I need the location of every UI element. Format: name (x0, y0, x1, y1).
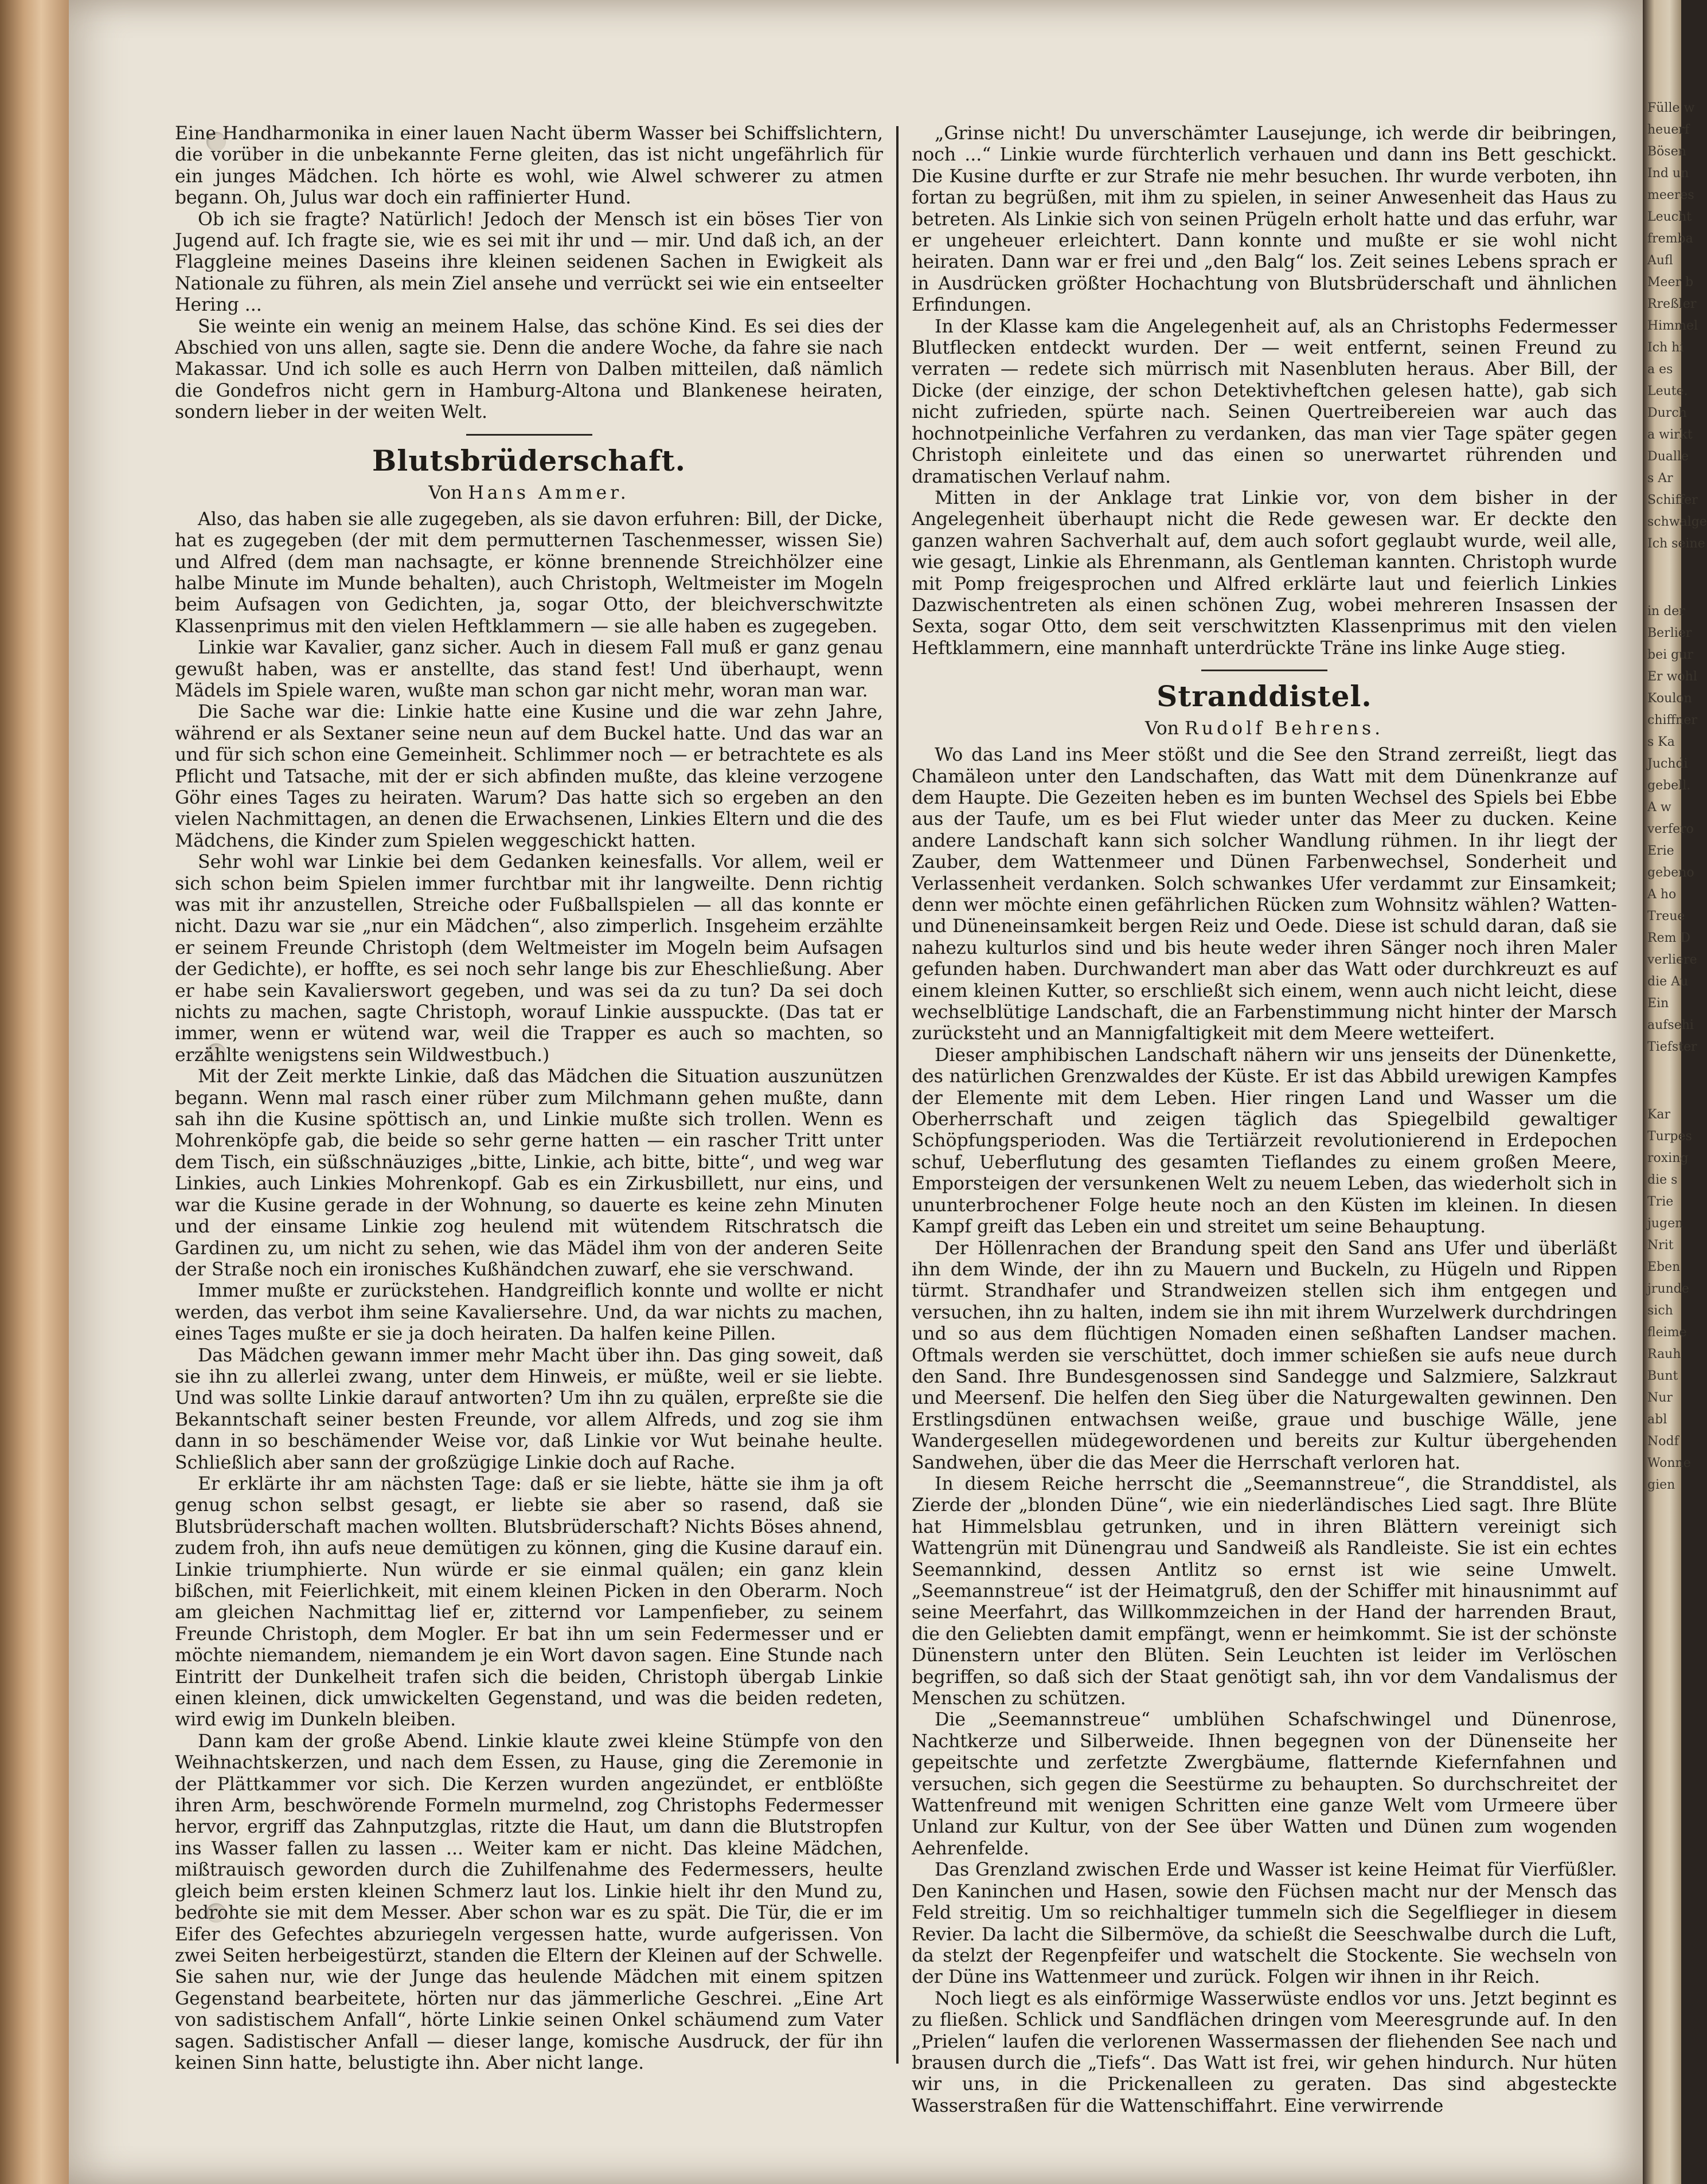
edge-text-fragment: Dualle (1647, 449, 1689, 464)
next-page-edge (1643, 0, 1707, 2184)
edge-text-fragment: Ich seine (1647, 537, 1705, 551)
story-paragraph: Dann kam der große Abend. Linkie klaute zwei kleine Stümpfe von den Weihnachtskerzen, und nach dem Essen, zu Hause, ging die Zeremonie in der Plättkammer vor sich. Die Kerzen wurden angezündet, er entblößte ihren Arm, beschwörende Formeln murmelnd, zog Christophs Federmesser hervor, ergriff das Zahnputzglas, ritzte die Haut, um dann die Blutstropfen ins Wasser fallen zu lassen ... Weiter kam er nicht. Das kleine Mädchen, mißtrauisch geworden durch die Zuhilfenahme des Federmessers, heulte gleich beim ersten kleinen Schmerz laut los. Linkie hielt ihr den Mund zu, bedrohte sie mit dem Messer. Aber schon war es zu spät. Die Tür, die er im Eifer des Gefechtes abzuriegeln vergessen hatte, wurde aufgerissen. Von zwei Seiten herbeigestürzt, standen die Eltern der Kleinen auf der Schwelle. Sie sahen nur, wie der Junge das heulende Mädchen mit einem spitzen Gegenstand bearbeitete, hörten nur das jämmerliche Geschrei. „Eine Art von sadistischem Anfall“, hörte Linkie seinen Onkel schäumend zum Vater sagen. Sadistischer Anfall — dieser lange, komische Ausdruck, der für ihn keinen Sinn hatte, belustigte ihn. Aber nicht lange. (175, 1731, 883, 2073)
edge-text-fragment: aufsehi (1647, 1018, 1694, 1032)
intro-paragraph: Sie weinte ein wenig an meinem Halse, das schöne Kind. Es sei dies der Abschied von uns allen, sagte sie. Denn die andere Woche, da fahre sie nach Makassar. Und ich solle es auch Herrn von Dalben mitteilen, daß nämlich die Gondefros nicht gern in Hamburg-Altona und Blankenese heiraten, sondern lieber in der weiten Welt. (175, 316, 883, 423)
story-paragraph: Mit der Zeit merkte Linkie, daß das Mädchen die Situation auszunützen begann. Wenn mal rasch einer rüber zum Milchmann gehen mußte, dann sah ihn die Kusine spöttisch an, und Linkie mußte sich trollen. Wenn es Mohrenköpfe gab, die beide so sehr gerne hatten — ein rascher Tritt unter dem Tisch, ein süßschnäuziges „bitte, Linkie, ach bitte, bitte“, und weg war Linkies, auch Linkies Mohrenkopf. Gab es ein Zirkusbillett, nur eins, und war die Kusine gerade in der Wohnung, so dauerte es keine zehn Minuten und der einsame Linkie zog heulend mit wütendem Ritschratsch die Gardinen zu, um nicht zu sehen, wie das Mädel ihm von der anderen Seite der Straße noch ein ironisches Kußhändchen zuwarf, ehe sie verschwand. (175, 1066, 883, 1280)
edge-text-fragment: Leute. (1647, 384, 1688, 398)
edge-text-fragment: Juchdi (1647, 757, 1688, 771)
edge-text-fragment: Durch (1647, 406, 1687, 420)
story-paragraph: Dieser amphibischen Landschaft nähern wir uns jenseits der Dünenkette, des natürlichen Grenzwaldes der Küste. Er ist das Abbild urewigen Kampfes der Elemente mit dem Leben. Hier ringen Land und Wasser um die Oberherrschaft und zeigen täglich das Spiegelbild gewaltiger Schöpfungsperioden. Was die Tertiärzeit revolutionierend in Erdepochen schuf, Ueberflutung des gesamten Tieflandes zu einem großen Meere, Emporsteigen der versunkenen Welt zu neuem Leben, das wiederholt sich in ununterbrochener Folge heute noch an den Küsten im kleinen. In diesen Kampf greift das Leben ein und streitet um seine Behauptung. (912, 1044, 1617, 1238)
edge-text-fragment: Fülle w (1647, 101, 1695, 115)
story-paragraph: Wo das Land ins Meer stößt und die See den Strand zerreißt, liegt das Chamäleon unter den Landschaften, das Watt mit dem Dünenkranze auf dem Haupte. Die Gezeiten heben es im bunten Wechsel des Spiels bei Ebbe aus der Taufe, um es bei Flut wieder unter das Meer zu ducken. Keine andere Landschaft kann sich solcher Wandlung rühmen. In ihr liegt der Zauber, dem Wattenmeer und Dünen Farbenwechsel, Sonderheit und Verlassenheit verdanken. Solch schwankes Ufer verdammt zur Einsamkeit; denn wer möchte einen gefährlichen Rücken zum Wohnsitz wählen? Watten- und Düneneinsamkeit bergen Reiz und Oede. Diese ist schuld daran, daß sie nahezu kulturlos sind und bis heute weder ihren Sänger noch ihren Maler gefunden haben. Durchwandert man aber das Watt oder durchkreuzt es auf einem kleinen Kutter, so erschließt sich einem, wenn auch nicht leicht, diese wechselblütige Landschaft, die an Farbenstimmung nicht hinter der Marsch zurücksteht und an Mannigfaltigkeit mit dem Meere wetteifert. (912, 745, 1617, 1044)
edge-text-fragment: Nrit (1647, 1238, 1674, 1253)
edge-text-fragment: Ich hi (1647, 340, 1684, 355)
story-title: Blutsbrüderschaft. (372, 443, 686, 477)
story-paragraph: In der Klasse kam die Angelegenheit auf, als an Christophs Federmesser Blutflecken entdeckt wurden. Der — weit entfernt, seinen Freund zu verraten — redete sich mürrisch mit Nasenbluten heraus. Aber Bill, der Dicke (der einzige, der schon Detektivheftchen gelesen hatte), gab sich nicht zufrieden, spürte nach. Seinen Quertreibereien war auch das hochnotpeinliche Verfahren zu verdanken, das man vier Tage später gegen Christoph einleitete und das einen so unerwartet rührenden und dramatischen Verlauf nahm. (912, 316, 1617, 487)
edge-text-fragment: Ein (1647, 996, 1669, 1011)
story-paragraph: Immer mußte er zurückstehen. Handgreiflich konnte und wollte er nicht werden, das verbot ihm seine Kavaliersehre. Und, da war nichts zu machen, eines Tages mußte er sie ja doch heiraten. Da halfen keine Pillen. (175, 1281, 883, 1345)
left-column (175, 123, 883, 2074)
byline-prefix: Von (428, 482, 463, 503)
edge-text-fragment: abl (1647, 1412, 1667, 1427)
edge-text-fragment: roxing (1647, 1151, 1689, 1165)
edge-text-fragment: gebell. (1647, 778, 1691, 793)
edge-text-fragment: Ind un (1647, 166, 1689, 181)
edge-text-fragment: Berlier (1647, 626, 1692, 640)
story-paragraph: In diesem Reiche herrscht die „Seemannstreue“, die Stranddistel, als Zierde der „blonden Düne“, wie ein niederländisches Lied sagt. Ihre Blüte hat Himmelsblau getrunken, und in ihren Blättern vereinigt sich Wattengrün mit Dünengrau und Sandweiß als Randleiste. Sie ist ein echtes Seemannkind, dessen Antlitz so ernst ist wie seine Umwelt. „Seemannstreue“ ist der Heimatgruß, den der Schiffer mit hinausnimmt auf seine Meerfahrt, das Willkommzeichen in der Hand der harrenden Braut, die den Geliebten damit empfängt, wenn er heimkommt. Sie ist der schönste Dünenstern unter den Blüten. Sein Leuchten ist leider im Verlöschen begriffen, so daß sich der Staat genötigt sah, ihn vor dem Vandalismus der Menschen zu schützen. (912, 1473, 1617, 1709)
edge-text-fragment: fremba (1647, 232, 1693, 246)
story-paragraph: Das Grenzland zwischen Erde und Wasser ist keine Heimat für Vierfüßler. Den Kaninchen und Hasen, sowie den Füchsen macht nur der Mensch das Feld streitig. Um so reichhaltiger tummeln sich die Segelflieger in diesem Revier. Da lacht die Silbermöve, da schießt die Seeschwalbe durch die Luft, da stelzt der Regenpfeifer und watschelt die Stockente. Sie wechseln von der Düne ins Wattenmeer und zurück. Folgen wir ihnen in ihr Reich. (912, 1860, 1617, 1988)
column-rule (896, 126, 899, 2064)
edge-text-fragment: Leucht (1647, 210, 1692, 224)
book-binding (0, 0, 69, 2184)
story-title: Stranddistel. (1157, 679, 1372, 714)
edge-text-fragment: Trie (1647, 1195, 1674, 1209)
edge-text-fragment: jugen (1647, 1216, 1683, 1231)
edge-text-fragment: A w (1647, 800, 1671, 815)
edge-text-fragment: chiffner (1647, 713, 1697, 727)
section-divider (466, 434, 592, 436)
edge-text-fragment: Tiefster (1647, 1040, 1697, 1054)
edge-text-fragment: jrunde (1647, 1282, 1689, 1296)
edge-text-fragment: Treue (1647, 909, 1685, 923)
edge-text-fragment: A ho (1647, 887, 1677, 902)
right-column (912, 123, 1617, 2117)
edge-text-fragment: Meer b (1647, 275, 1694, 289)
story-paragraph: Die „Seemannstreue“ umblühen Schafschwingel und Dünenrose, Nachtkerze und Silberweide. Ihnen begegnen von der Dünenseite her gepeitschte und zerfetzte Zwergbäume, flatternde Kiefernfahnen und versuchen, sich gegen die Seestürme zu behaupten. So durchschreitet der Wattenfreund mit wenigen Schritten eine ganze Welt vom Urmeere über Unland zur Kultur, von der See über Watten und Dünen zum wogenden Aehrenfelde. (912, 1709, 1617, 1859)
byline-prefix: Von (1144, 718, 1179, 739)
byline-author: Hans Ammer. (468, 482, 630, 503)
story-byline (912, 717, 1617, 740)
edge-text-fragment: schwalge (1647, 515, 1707, 529)
edge-text-fragment: Himmel (1647, 319, 1698, 333)
section-divider (1201, 670, 1327, 671)
edge-text-fragment: Bösen (1647, 144, 1686, 159)
story-paragraph: „Grinse nicht! Du unverschämter Lausejunge, ich werde dir beibringen, noch ...“ Linkie wurde fürchterlich verhauen und dann ins Bett geschickt. Die Kusine durfte er zur Strafe nie mehr besuchen. Ihr wurde verboten, ihn fortan zu begrüßen, mit ihm zu spielen, in seiner Anwesenheit das Haus zu betreten. Als Linkie sich von seinen Prügeln erholt hatte und das erfuhr, war er ungeheuer erleichtert. Dann konnte und mußte er sie wohl nicht heiraten. Dann war er frei und „den Balg“ los. Zeit seines Lebens sprach er in Ausdrücken größter Hochachtung von Blutsbrüderschaft und ähnlichen Erfindungen. (912, 123, 1617, 316)
edge-text-fragment: verliere (1647, 953, 1697, 967)
edge-text-fragment: a es (1647, 362, 1673, 377)
story-paragraph: Er erklärte ihr am nächsten Tage: daß er sie liebte, hätte sie ihm ja oft genug schon selbst gesagt, er liebte sie aber so rasend, daß sie Blutsbrüderschaft machen wollten. Blutsbrüderschaft? Nichts Böses ahnend, zudem froh, ihn aufs neue demütigen zu können, ging die Kusine darauf ein. Linkie triumphierte. Nun würde er sie einmal quälen; ein ganz klein bißchen, mit Feierlichkeit, mit einem kleinen Picken in den Oberarm. Noch am gleichen Nachmittag lief er, zitternd vor Lampenfieber, zu seinem Freunde Christoph, dem Mogler. Er bat ihn um sein Federmesser und er möchte niemandem, niemandem je ein Wort davon sagen. Eine Stunde nach Eintritt der Dunkelheit trafen sich die beiden, Christoph übergab Linkie einen kleinen, dick umwickelten Gegenstand, und was die beiden redeten, wird ewig im Dunkeln bleiben. (175, 1473, 883, 1731)
story-byline (175, 482, 883, 504)
edge-text-fragment: gebeno (1647, 866, 1694, 880)
edge-text-fragment: Wonne (1647, 1456, 1691, 1470)
edge-text-fragment: Rauh (1647, 1347, 1681, 1361)
edge-text-fragment: Schiffer (1647, 493, 1698, 507)
edge-text-fragment: in der (1647, 604, 1685, 619)
edge-text-fragment: die Au (1647, 974, 1689, 989)
edge-text-fragment: meeres (1647, 188, 1694, 202)
story-paragraph: Die Sache war die: Linkie hatte eine Kusine und die war zehn Jahre, während er als Sextaner seine neun auf dem Buckel hatte. Und das war an und für sich schon eine Gemeinheit. Schlimmer noch — er betrachtete es als Pflicht und Tatsache, mit der er sich abfinden mußte, das kleine verzogene Göhr eines Tages zu heiraten. Warum? Das hatte sich so ergeben an den vielen Nachmittagen, an denen die Erwachsenen, Linkies Eltern und die des Mädchens, die Kinder zum Spielen weggeschickt hatten. (175, 702, 883, 851)
edge-text-fragment: sich (1647, 1304, 1673, 1318)
edge-text-fragment: fleime (1647, 1325, 1687, 1340)
edge-text-fragment: a wirkt (1647, 428, 1693, 442)
story-paragraph: Linkie war Kavalier, ganz sicher. Auch in diesem Fall muß er ganz genau gewußt haben, was er anstellte, das stand fest! Und überhaupt, wenn Mädels im Spiele waren, wußte man schon gar nicht mehr, woran man war. (175, 637, 883, 701)
edge-text-fragment: heuerf (1647, 123, 1690, 137)
edge-text-fragment: verfero (1647, 822, 1694, 836)
byline-author: Rudolf Behrens. (1185, 718, 1384, 739)
edge-text-fragment: bei gur (1647, 648, 1693, 662)
edge-text-fragment: s Ka (1647, 735, 1675, 749)
edge-text-fragment: Kar (1647, 1107, 1671, 1122)
edge-text-fragment: Er wohl (1647, 670, 1697, 684)
edge-text-fragment: Koulon (1647, 691, 1692, 706)
edge-text-fragment: Nur (1647, 1391, 1673, 1405)
edge-text-fragment: Turpes (1647, 1129, 1692, 1144)
story-paragraph: Also, das haben sie alle zugegeben, als sie davon erfuhren: Bill, der Dicke, hat es zugegeben (der mit dem permutternen Taschenmesser, wissen Sie) und Alfred (dem man nachsagte, er könne brennende Streichhölzer eine halbe Minute im Munde behalten), auch Christoph, Weltmeister im Mogeln beim Aufsagen von Gedichten, ja, sogar Otto, der bleichverschwitzte Klassenprimus mit den vielen Heftklammern — sie alle haben es zugegeben. (175, 508, 883, 637)
edge-text-fragment: Rem D (1647, 931, 1691, 945)
edge-text-fragment: Nodf (1647, 1434, 1679, 1449)
story-paragraph: Das Mädchen gewann immer mehr Macht über ihn. Das ging soweit, daß sie ihn zu allerlei zwang, unter dem Hinweis, er müßte, weil er sie liebte. Und was sollte Linkie darauf antworten? Um ihn zu quälen, erpreßte sie die Bekanntschaft seiner besten Freunde, vor allem Alfreds, und zog sie ihm dann in so beschämender Weise vor, daß Linkie vor Wut beinahe heulte. Schließlich aber sann der großzügige Linkie doch auf Rache. (175, 1345, 883, 1473)
edge-text-fragment: Aufl (1647, 253, 1673, 268)
edge-text-fragment: gien (1647, 1478, 1675, 1492)
intro-paragraph: Eine Handharmonika in einer lauen Nacht überm Wasser bei Schiffslichtern, die vorüber in die unbekannte Ferne gleiten, das ist nicht ungefährlich für ein junges Mädchen. Ich hörte es wohl, wie Alwel schwerer zu atmen begann. Oh, Julus war doch ein raffinierter Hund. (175, 123, 883, 209)
edge-text-fragment: Rreßler (1647, 297, 1697, 311)
story-paragraph: Der Höllenrachen der Brandung speit den Sand ans Ufer und überläßt ihn dem Winde, der ihn zu Mauern und Buckeln, zu Hügeln und Rippen türmt. Strandhafer und Strandweizen stellen sich ihm entgegen und versuchen, ihn zu halten, indem sie ihn mit ihrem Wurzelwerk durchdringen und so aus dem flüchtigen Nomaden einen seßhaften Landser machen. Oftmals werden sie verschüttet, doch immer schießen sie aufs neue durch den Sand. Ihre Bundesgenossen sind Sandegge und Salzmiere, Salzkraut und Meersenf. Die helfen den Sieg über die Naturgewalten gewinnen. Den Erstlingsdünen entwachsen weiße, graue und buschige Wälle, jene Wandergesellen müdegewordenen und bereits zur Kultur übergehenden Sandwehen, über die das Meer die Herrschaft verloren hat. (912, 1238, 1617, 1473)
story-paragraph: Sehr wohl war Linkie bei dem Gedanken keinesfalls. Vor allem, weil er sich schon beim Spielen immer furchtbar mit ihr langweilte. Denn richtig was mit ihr anzustellen, Streiche oder Fußballspielen — all das konnte er nicht. Dazu war sie „nur ein Mädchen“, also zimperlich. Insgeheim erzählte er seinem Freunde Christoph (dem Weltmeister im Mogeln beim Aufsagen der Gedichte), er hoffte, es sei noch sehr lange bis zur Eheschließung. Aber er habe sein Kavalierswort gegeben, und was sei da zu tun? Da sei doch nichts zu machen, sagte Christoph, worauf Linkie ausspuckte. (Das tat er immer, wenn er wütend war, weil die Trapper es auch so machten, so erzählte wenigstens sein Wildwestbuch.) (175, 852, 883, 1066)
story-paragraph: Mitten in der Anklage trat Linkie vor, von dem bisher in der Angelegenheit überhaupt nicht die Rede gewesen war. Er deckte den ganzen wahren Sachverhalt auf, dem auch sofort geglaubt wurde, weil alle, wie gesagt, Linkie als Ehrenmann, als Gentleman kannten. Christoph wurde mit Pomp freigesprochen und Alfred erklärte laut und feierlich Linkies Dazwischentreten als einen schönen Zug, wobei mehreren Insassen der Sexta, sogar Otto, dem seit verschwitzten Klassenprimus mit den vielen Heftklammern, eine mannhaft unterdrückte Träne ins linke Auge stieg. (912, 487, 1617, 659)
story-paragraph: Noch liegt es als einförmige Wasserwüste endlos vor uns. Jetzt beginnt es zu fließen. Schlick und Sandflächen dringen vom Meeresgrunde auf. In den „Prielen“ laufen die verlorenen Wassermassen der fliehenden See nach und brausen durch die „Tiefs“. Das Watt ist frei, wir gehen hindurch. Nur hüten wir uns, in die Prickenalleen zu geraten. Das sind abgesteckte Wasserstraßen für die Wattenschiffahrt. Eine verwirrende (912, 1988, 1617, 2116)
edge-text-fragment: Erie (1647, 844, 1674, 858)
edge-text-fragment: s Ar (1647, 471, 1673, 486)
edge-text-fragment: Eben (1647, 1260, 1681, 1274)
edge-text-fragment: Bunt (1647, 1369, 1678, 1383)
intro-paragraph: Ob ich sie fragte? Natürlich! Jedoch der Mensch ist ein böses Tier von Jugend auf. Ich fragte sie, wie es sei mit ihr und — mir. Und daß ich, an der Flaggleine meines Daseins ihre kleinen seidenen Sachen in Ewigkeit als Nationale zu führen, als mein Ziel ansehe und verrückt sei wie ein entseelter Hering ... (175, 209, 883, 316)
edge-text-fragment: die s (1647, 1173, 1678, 1187)
